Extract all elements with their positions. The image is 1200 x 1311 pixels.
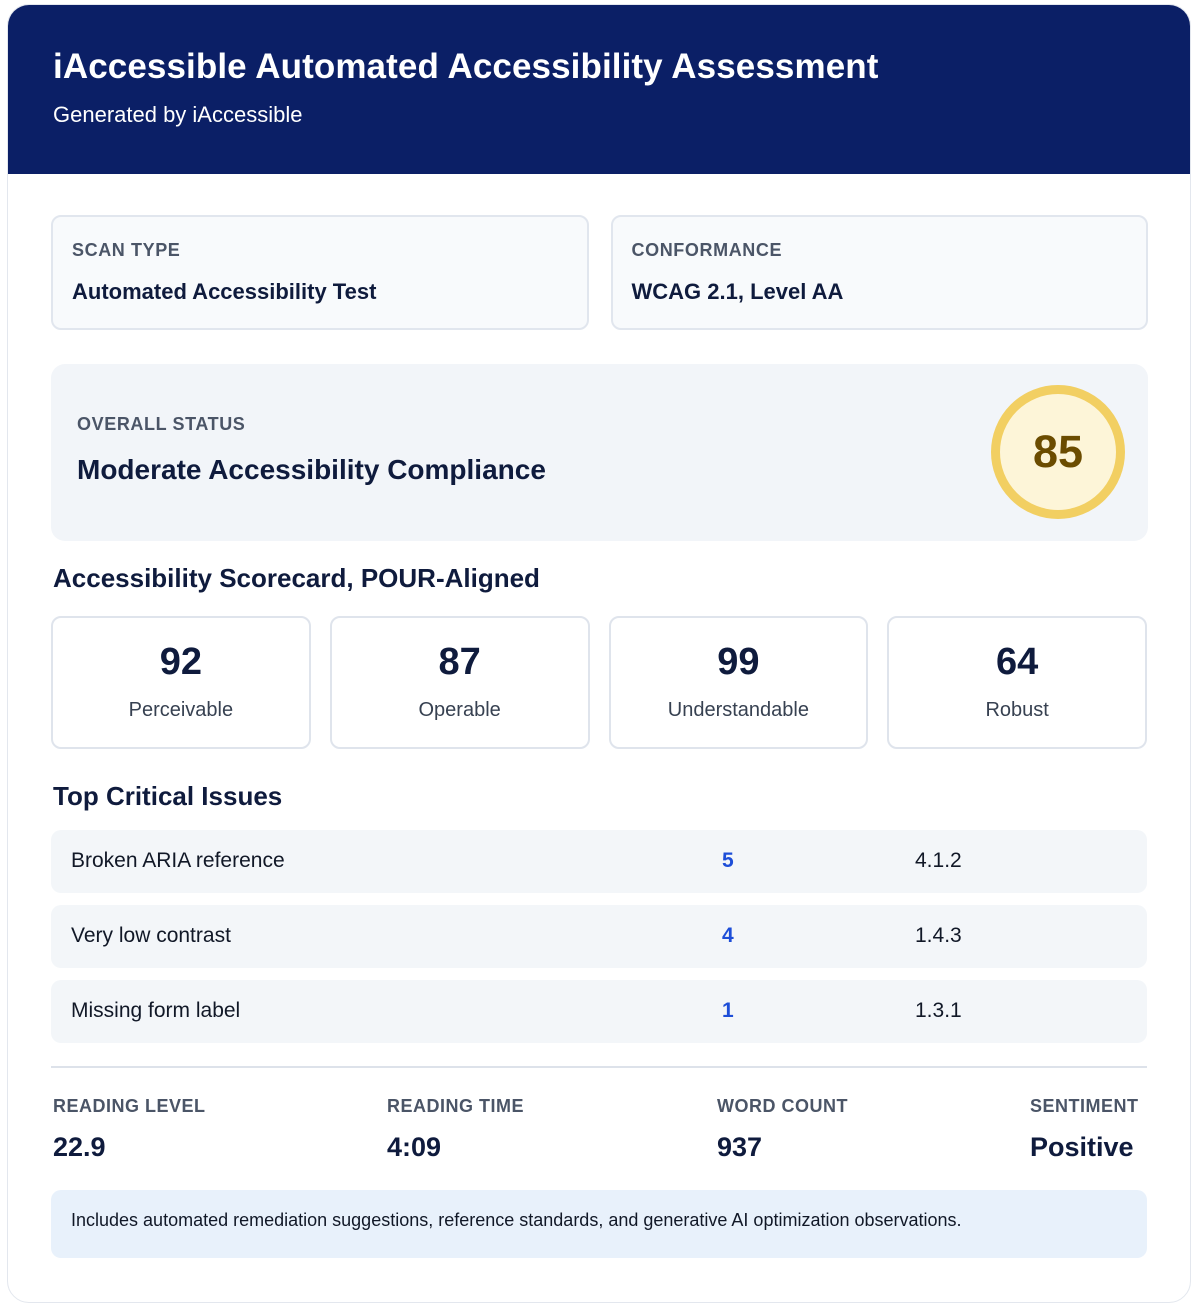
issue-criterion: 1.4.3 <box>915 924 962 947</box>
scorecard-card-perceivable <box>51 616 311 749</box>
issue-row <box>51 830 1147 893</box>
scan-type-box <box>51 215 589 330</box>
issue-row <box>51 905 1147 968</box>
scorecard-card-operable <box>330 616 590 749</box>
conformance-value: WCAG 2.1, Level AA <box>631 279 844 304</box>
conformance-label: CONFORMANCE <box>631 240 783 260</box>
reading-time-label: READING TIME <box>387 1096 525 1116</box>
scorecard-name: Operable <box>418 699 501 721</box>
report-card <box>7 4 1191 1303</box>
scorecard-name: Perceivable <box>128 699 234 721</box>
scorecard-title: Accessibility Scorecard, POUR-Aligned <box>53 563 540 593</box>
scorecard-card-understandable <box>609 616 869 749</box>
scorecard-score: 99 <box>717 641 760 683</box>
issue-count: 1 <box>722 999 734 1022</box>
overall-score-value: 85 <box>1032 426 1084 477</box>
issue-criterion: 4.1.2 <box>915 849 962 872</box>
overall-status-label: OVERALL STATUS <box>77 414 246 434</box>
issue-criterion: 1.3.1 <box>915 999 962 1022</box>
scorecard-name: Robust <box>985 699 1049 721</box>
report-title: iAccessible Automated Accessibility Assessment <box>53 47 879 86</box>
scorecard-card-robust <box>887 616 1147 749</box>
scan-type-value: Automated Accessibility Test <box>72 279 377 304</box>
scorecard-row <box>51 616 1147 749</box>
overall-status-box <box>51 364 1148 541</box>
stat-word-count <box>717 1095 848 1163</box>
issue-count: 5 <box>722 849 734 872</box>
reading-level-value: 22.9 <box>53 1132 106 1162</box>
reading-level-label: READING LEVEL <box>53 1096 206 1116</box>
word-count-value: 937 <box>717 1132 763 1162</box>
sentiment-value: Positive <box>1030 1132 1134 1162</box>
scorecard-score: 87 <box>438 641 481 683</box>
scorecard-score: 64 <box>995 641 1039 683</box>
issue-count: 4 <box>722 924 734 947</box>
sentiment-label: SENTIMENT <box>1030 1096 1139 1116</box>
issue-row <box>51 980 1147 1043</box>
issue-name: Broken ARIA reference <box>71 849 285 872</box>
issue-name: Missing form label <box>71 999 241 1022</box>
critical-issues-list <box>51 830 1147 1055</box>
word-count-label: WORD COUNT <box>717 1096 848 1116</box>
stat-sentiment <box>1030 1095 1139 1163</box>
scorecard-name: Understandable <box>667 699 809 721</box>
stat-reading-level <box>53 1095 206 1163</box>
critical-issues-title: Top Critical Issues <box>53 781 283 811</box>
conformance-box <box>611 215 1149 330</box>
overall-score-badge <box>991 385 1125 519</box>
report-header <box>8 5 1190 174</box>
issue-name: Very low contrast <box>71 924 231 947</box>
stat-reading-time <box>387 1095 524 1163</box>
meta-row <box>51 215 1148 330</box>
scorecard-score: 92 <box>159 641 203 683</box>
report-note: Includes automated remediation suggestions, reference standards, and generative AI optimization observations. <box>51 1190 1147 1258</box>
scan-type-label: SCAN TYPE <box>72 240 181 260</box>
reading-time-value: 4:09 <box>387 1132 442 1162</box>
overall-status-text: Moderate Accessibility Compliance <box>77 454 546 485</box>
report-subtitle: Generated by iAccessible <box>53 102 303 127</box>
section-divider <box>51 1066 1147 1068</box>
